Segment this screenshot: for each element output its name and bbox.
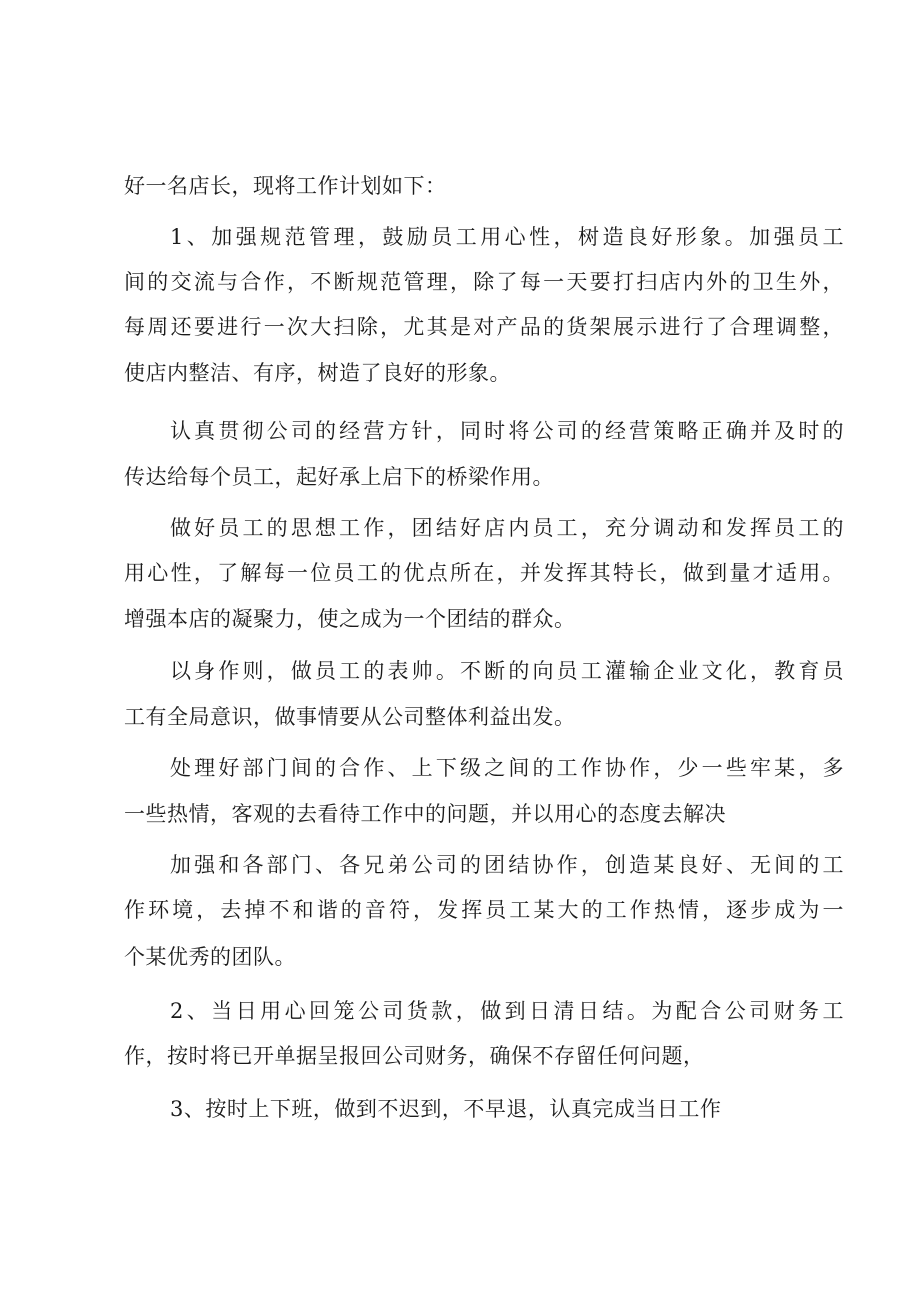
text-line: 个某优秀的团队。 xyxy=(124,945,296,969)
text-line: 传达给每个员工，起好承上启下的桥梁作用。 xyxy=(124,465,554,489)
text-line: 作，按时将已开单据呈报回公司财务，确保不存留任何问题， xyxy=(124,1044,705,1068)
text-line: 使店内整洁、有序，树造了良好的形象。 xyxy=(124,361,511,385)
text-line: 做好员工的思想工作，团结好店内员工，充分调动和发挥员工的 xyxy=(170,516,844,540)
text-line: 好一名店长，现将工作计划如下： xyxy=(124,174,447,198)
text-line: 用心性，了解每一位员工的优点所在，并发挥其特长，做到量才适用。 xyxy=(124,561,844,585)
text-line: 作环境，去掉不和谐的音符，发挥员工某大的工作热情，逐步成为一 xyxy=(124,898,844,922)
text-line: 以身作则，做员工的表帅。不断的向员工灌输企业文化，教育员 xyxy=(170,659,844,683)
text-line: 认真贯彻公司的经营方针，同时将公司的经营策略正确并及时的 xyxy=(170,419,844,443)
text-line: 每周还要进行一次大扫除，尤其是对产品的货架展示进行了合理调整， xyxy=(124,315,844,339)
text-line: 处理好部门间的合作、上下级之间的工作协作，少一些牢某，多 xyxy=(170,756,844,780)
text-line: 3、按时上下班，做到不迟到，不早退，认真完成当日工作 xyxy=(170,1097,722,1121)
text-line: 1、加强规范管理，鼓励员工用心性，树造良好形象。加强员工 xyxy=(170,225,844,249)
text-line: 增强本店的凝聚力，使之成为一个团结的群众。 xyxy=(124,607,576,631)
text-line: 2、当日用心回笼公司货款，做到日清日结。为配合公司财务工 xyxy=(170,999,844,1023)
text-line: 一些热情，客观的去看待工作中的问题，并以用心的态度去解决 xyxy=(124,802,726,826)
text-line: 加强和各部门、各兄弟公司的团结协作，创造某良好、无间的工 xyxy=(170,853,844,877)
text-line: 间的交流与合作，不断规范管理，除了每一天要打扫店内外的卫生外， xyxy=(124,270,844,294)
text-line: 工有全局意识，做事情要从公司整体利益出发。 xyxy=(124,705,576,729)
